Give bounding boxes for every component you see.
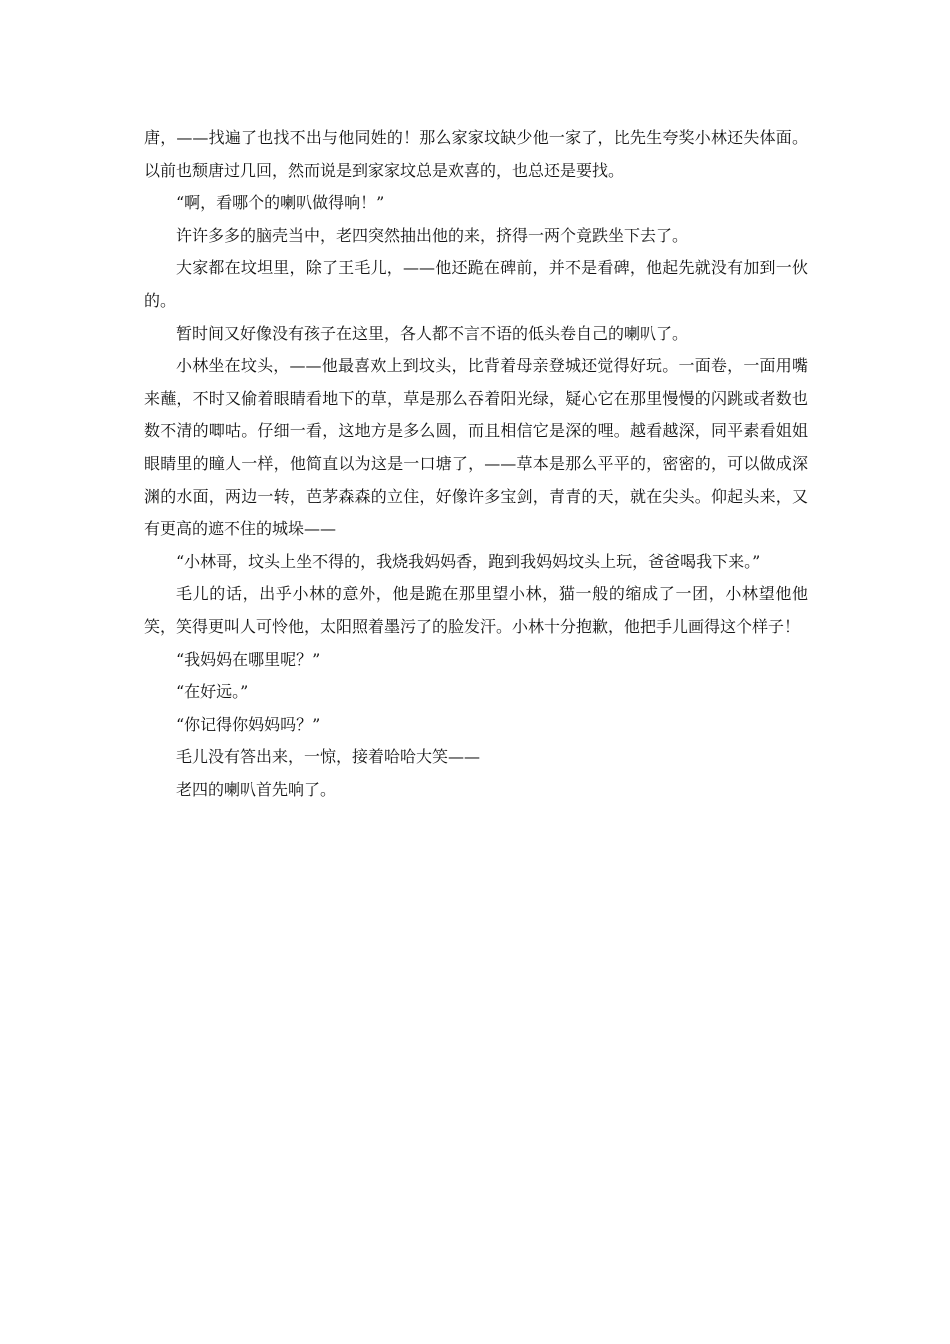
paragraph-5: 暂时间又好像没有孩子在这里，各人都不言不语的低头卷自己的喇叭了。 [176,323,689,343]
paragraph-10: “在好远。” [176,682,249,702]
paragraph-13: 老四的喇叭首先响了。 [176,779,337,799]
paragraph-9: “我妈妈在哪里呢？” [176,649,321,669]
paragraph-2: “啊，看哪个的喇叭做得响！” [176,193,385,213]
paragraph-1: 唐，——找遍了也找不出与他同姓的！那么家家坟缺少他一家了，比先生夸奖小林还失体面。以前也颓唐过几回，然而说是到家家坟总是欢喜的，也总还是要找。 [144,128,808,180]
document-body [144,122,808,806]
paragraph-12: 毛儿没有答出来，一惊，接着哈哈大笑—— [176,747,481,767]
paragraph-4: 大家都在坟坦里，除了王毛儿，——他还跪在碑前，并不是看碑，他起先就没有加到一伙的。 [144,258,808,310]
paragraph-7: “小林哥，坟头上坐不得的，我烧我妈妈香，跑到我妈妈坟头上玩，爸爸喝我下来。” [176,551,761,571]
paragraph-3: 许许多多的脑壳当中，老四突然抽出他的来，挤得一两个竟跌坐下去了。 [176,225,689,245]
paragraph-11: “你记得你妈妈吗？” [176,714,321,734]
paragraph-6: 小林坐在坟头，——他最喜欢上到坟头，比背着母亲登城还觉得好玩。一面卷，一面用嘴来蘸，不时又偷着眼睛看地下的草，草是那么吞着阳光绿，疑心它在那里慢慢的闪跳或者数也数不清的唧咕。仔细一看，这地方是多么圆，而且相信它是深的哩。越看越深，同平素看姐姐眼睛里的瞳人一样，他简直以为这是一口塘了，——草本是那么平平的，密密的，可以做成深渊的水面，两边一转，芭茅森森的立住，好像许多宝剑，青青的天，就在尖头。仰起头来，又有更高的遮不住的城垛—— [144,356,808,539]
paragraph-8: 毛儿的话，出乎小林的意外，他是跪在那里望小林，猫一般的缩成了一团，小林望他他笑，笑得更叫人可怜他，太阳照着墨污了的脸发汗。小林十分抱歉，他把手儿画得这个样子！ [144,584,808,636]
